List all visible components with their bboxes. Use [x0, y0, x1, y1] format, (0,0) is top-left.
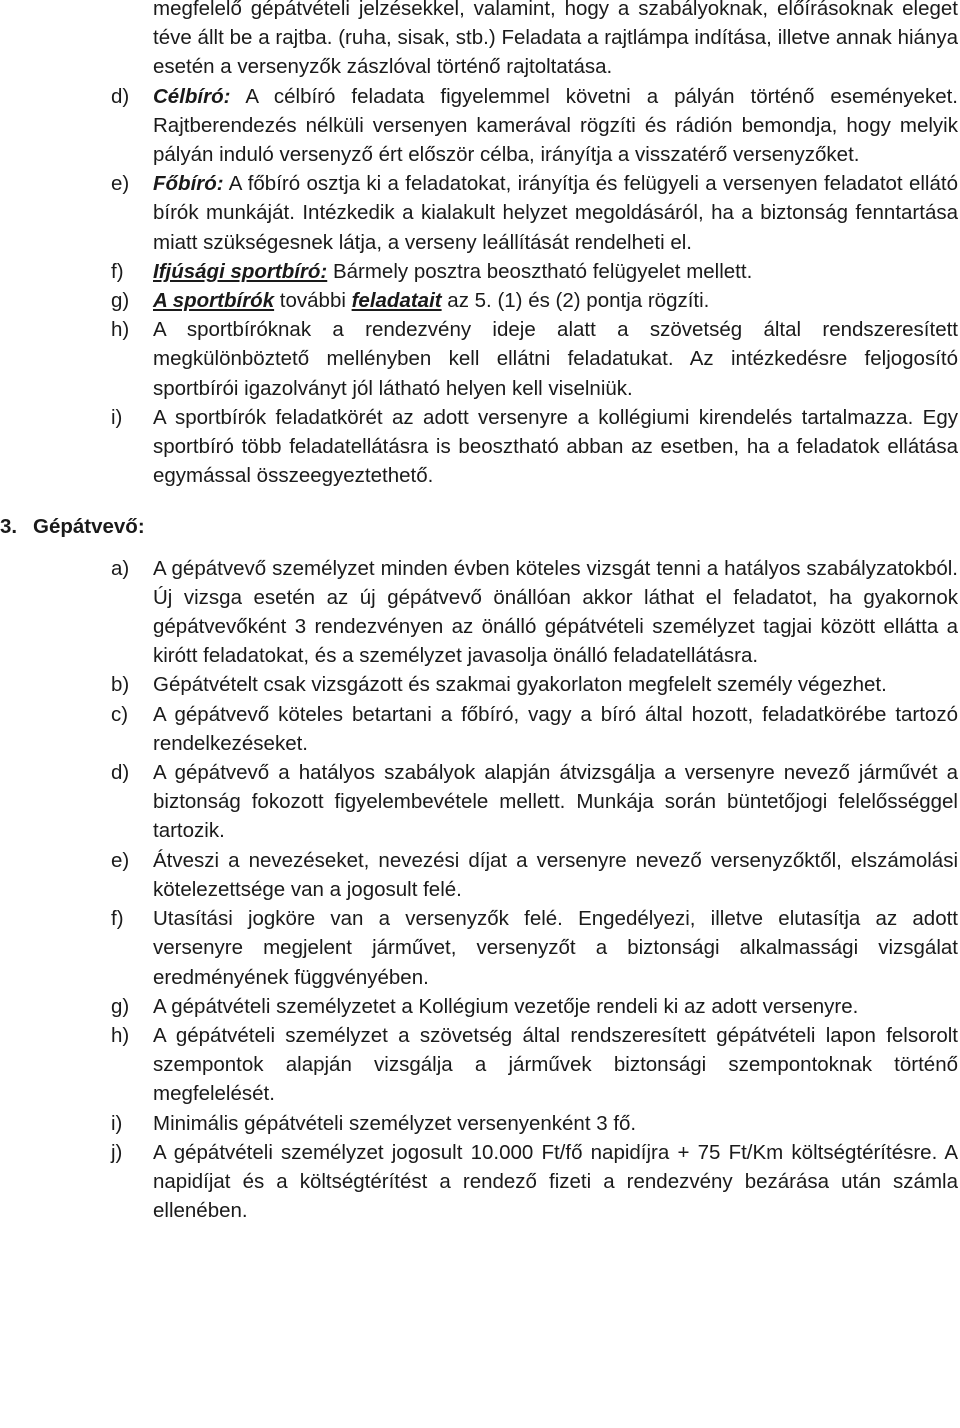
section-heading-gepatvevo: [0, 512, 960, 541]
list-item: [0, 846, 960, 904]
list-item: [0, 670, 960, 699]
item-text: A sportbíróknak a rendezvény ideje alatt a szövetség által rendszeresített megkülönböztető mellényben kell ellátni feladatukat. Az intézkedésre feljogosító sportbírói igazolványt jól látható helyen kell viselniük.: [153, 318, 958, 400]
list-marker: e): [111, 172, 130, 196]
list-item: [0, 700, 960, 758]
item-text: Utasítási jogköre van a versenyzők felé. Engedélyezi, illetve elutasítja az adott versenyre megjelent járművet, versenyzőt a biztonsági alkalmassági vizsgálat eredményének függvényében.: [153, 907, 958, 989]
item-text: A célbíró feladata figyelemmel követni a pályán történő eseményeket. Rajtberendezés nélküli versenyen kamerával rögzíti és rádión bemondja, hogy melyik pályán induló versenyző ért először célba, irányítja a visszatérő versenyzőket.: [153, 84, 958, 167]
item-text: A gépátvételi személyzet jogosult 10.000 Ft/fő napidíjra + 75 Ft/Km költségtérítésre. A napidíjat és a költségtérítést a rendező fizeti a rendezvény bezárása után számla ellenében.: [153, 1140, 958, 1223]
list-item: [0, 904, 960, 992]
list-item-mellenyek: [0, 315, 960, 403]
item-text: A gépátvevő köteles betartani a főbíró, vagy a bíró által hozott, feladatkörébe tartozó rendelkezéseket.: [153, 702, 958, 755]
section-number: 3.: [0, 515, 18, 539]
list-marker: c): [111, 702, 129, 726]
list-marker: i): [111, 1111, 123, 1135]
item-text: A sportbírók feladatkörét az adott versenyre a kollégiumi kirendelés tartalmazza. Egy sportbíró több feladatellátásra is beosztható abban az esetben, ha a feladatok ellátása egymással összeegyeztethető.: [153, 405, 958, 488]
item-text: az 5. (1) és (2) pontja rögzíti.: [441, 289, 710, 313]
item-text: Minimális gépátvételi személyzet versenyenként 3 fő.: [153, 1111, 637, 1135]
list-item-ifjusagi-sportbiro: [0, 257, 960, 286]
list-item-fobiro: [0, 169, 960, 257]
item-text: A gépátvevő a hatályos szabályok alapján átvizsgálja a versenyre nevező járművét a biztonság fokozott figyelembevétele mellett. Munkája során büntetőjogi felelősséggel tartozik.: [153, 761, 958, 843]
term-fobiro: Főbíró:: [153, 172, 224, 196]
list-marker: e): [111, 848, 130, 872]
item-text: A gépátvevő személyzet minden évben köteles vizsgát tenni a hatályos szabályzatokból. Új vizsga esetén az új gépátvevő önállóan akkor láthat el feladatot, ha gyakornok gépátvevőként 3 rendezvényen az önálló gépátvételi személyzet tagjai között ellátta a kirótt feladatokat, és a személyzet javasolja önálló feladatellátásra.: [153, 556, 958, 668]
list-marker: g): [111, 289, 130, 313]
item-text: A gépátvételi személyzetet a Kollégium vezetője rendeli ki az adott versenyre.: [153, 994, 859, 1018]
term-ifjusagi-sportbiro: Ifjúsági sportbíró:: [153, 259, 328, 283]
list-marker: h): [111, 1023, 130, 1047]
item-text: A főbíró osztja ki a feladatokat, irányítja és felügyeli a versenyen feladatot ellátó bírók munkáját. Intézkedik a kialakult helyzet megoldásáról, ha a biztonság fenntartása miatt szükségesnek látja, a verseny leállítását rendelheti el.: [153, 172, 958, 254]
list-marker: g): [111, 994, 130, 1018]
list-marker: i): [111, 405, 123, 429]
list-item-sportbirok-feladatai: [0, 286, 960, 315]
section-title: Gépátvevő:: [33, 515, 145, 539]
list-marker: d): [111, 84, 130, 108]
item-text: Bármely posztra beosztható felügyelet mellett.: [327, 259, 753, 283]
list-marker: f): [111, 259, 124, 283]
list-item: [0, 1138, 960, 1226]
list-item-feladatkor: [0, 403, 960, 491]
term-feladatait: feladatait: [351, 289, 442, 313]
term-sportbirok: A sportbírók: [153, 289, 275, 313]
list-marker: a): [111, 556, 130, 580]
item-text: Átveszi a nevezéseket, nevezési díjat a versenyre nevező versenyzőktől, elszámolási kötelezettsége van a jogosult felé.: [153, 848, 958, 901]
continuation-text: megfelelő gépátvételi jelzésekkel, valamint, hogy a szabályoknak, előírásoknak eleget téve állt be a rajtba. (ruha, sisak, stb.) Feladata a rajtlámpa indítása, illetve annak hiánya esetén a versenyzők zászlóval történő rajtoltatása.: [153, 0, 958, 79]
list-item: [0, 1021, 960, 1109]
list-marker: b): [111, 673, 130, 697]
list-marker: f): [111, 907, 124, 931]
list-item: [0, 554, 960, 671]
item-text: Gépátvételt csak vizsgázott és szakmai gyakorlaton megfelelt személy végezhet.: [153, 673, 887, 697]
item-text: A gépátvételi személyzet a szövetség által rendszeresített gépátvételi lapon felsorolt szempontok alapján vizsgálja a járművek biztonsági szempontoknak történő megfelelését.: [153, 1023, 958, 1106]
sportbiro-list: [0, 0, 960, 490]
list-marker: j): [111, 1140, 123, 1164]
item-text-mid: további: [274, 289, 352, 313]
list-item-celbiro: [0, 82, 960, 170]
list-item: [0, 992, 960, 1021]
list-marker: d): [111, 761, 130, 785]
list-item: [0, 1109, 960, 1138]
term-celbiro: Célbíró:: [153, 84, 231, 108]
paragraph-continuation: [0, 0, 960, 82]
list-marker: h): [111, 318, 130, 342]
list-item: [0, 758, 960, 846]
gepatvevo-list: [0, 554, 960, 1226]
